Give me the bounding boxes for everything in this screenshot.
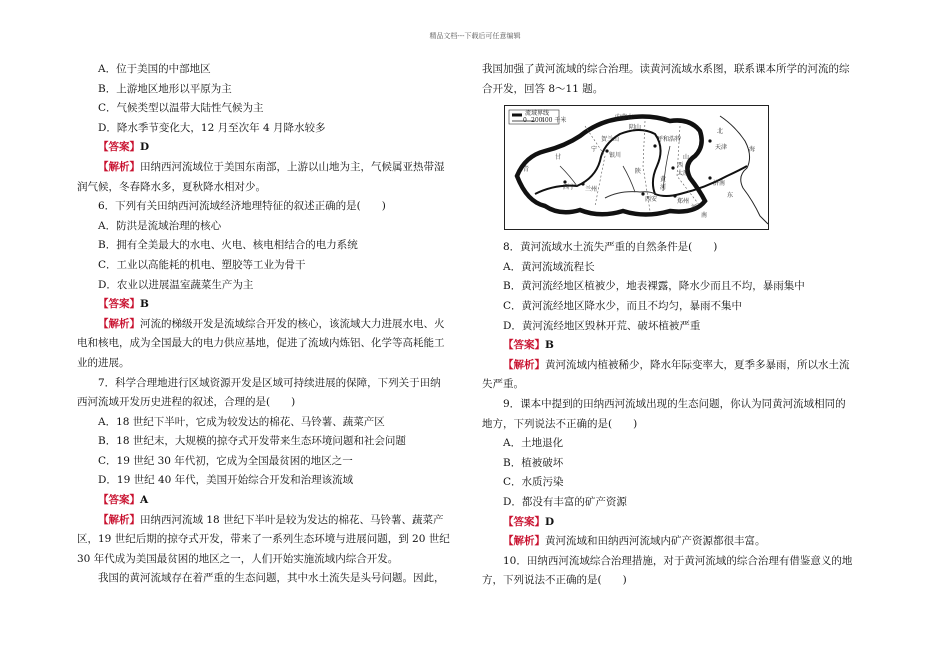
answer-value: B: [545, 339, 554, 352]
option-line: B．上游地区地形以平原为主: [98, 82, 232, 95]
option-line: C．黄河流经地区降水少，而且不均匀，暴雨不集中: [503, 299, 743, 312]
explanation-text: 业的进展。: [77, 356, 130, 369]
option-line: D．农业以进展温室蔬菜生产为主: [98, 278, 254, 291]
map-label-zhengzhou: 郑州: [677, 198, 690, 206]
option-line: C．工业以高能耗的机电、塑胶等工业为骨干: [98, 258, 306, 271]
option-line: C．19 世纪 30 年代初，它成为全国最贫困的地区之一: [98, 454, 353, 467]
map-label-ning: 宁: [591, 146, 598, 154]
option-line: A．位于美国的中部地区: [98, 63, 211, 75]
explanation-line: [77, 354, 472, 374]
explanation-line: [77, 550, 472, 570]
map-label-shan: 山: [683, 154, 690, 162]
map-label-helan-mountain: 贺兰山: [601, 136, 620, 144]
answer-value: D: [545, 515, 555, 528]
explanation-tag: 【解析】: [98, 317, 140, 330]
explanation-line: [77, 315, 472, 335]
explanation-tag: 【解析】: [98, 160, 140, 173]
explanation-text: 润气候，冬春降水多，夏秋降水相对少。: [77, 180, 266, 193]
answer-line: [482, 513, 877, 533]
map-label-he: 河: [691, 204, 698, 212]
option-line: A．黄河流域流程长: [503, 260, 595, 273]
map-label-qing: 青: [523, 166, 530, 174]
option-line: D．都没有丰富的矿产资源: [503, 495, 627, 508]
map-label-xi: 西: [677, 162, 684, 170]
option-line: A．18 世纪下半叶，它成为较发达的棉花、马铃薯、蔬菜产区: [98, 415, 385, 428]
question-line: 6．下列有关田纳西河流域经济地理特征的叙述正确的是( ): [98, 200, 386, 213]
page-header: 精品文档---下载后可任意编辑: [429, 32, 521, 40]
option-line: B．黄河流经地区植被少，地表裸露，降水少而且不均，暴雨集中: [503, 280, 805, 293]
map-scale-0: 0: [523, 117, 527, 125]
explanation-tag: 【解析】: [98, 513, 140, 526]
map-label-nan: 南: [701, 212, 708, 220]
question-line: 西河流域开发历史进程的叙述，合理的是( ): [77, 396, 296, 409]
explanation-text: 河流的梯级开发是流域综合开发的核心，该流域大力进展水电、火: [140, 317, 445, 330]
map-scale-200: 200: [531, 117, 543, 125]
question-line: 方，下列说法不正确的是( ): [482, 574, 627, 587]
explanation-line: [77, 530, 472, 550]
map-scale-400: 400 千米: [541, 117, 567, 125]
explanation-text: 田纳西河流域 18 世纪下半叶是较为发达的棉花、马铃薯、蔬菜产: [140, 513, 444, 526]
map-label-shaan: 陕: [635, 168, 642, 176]
map-label-yin-mountain: 阴山: [629, 124, 642, 132]
answer-line: [77, 138, 472, 158]
map-label-xining: 西宁: [563, 184, 576, 192]
explanation-line: [77, 334, 472, 354]
explanation-text: 电和核电，成为全国最大的电力供应基地，促进了流域内炼铝、化学等高耗能工: [77, 337, 445, 350]
map-label-gan: 甘: [555, 154, 562, 162]
answer-line: [77, 491, 472, 511]
question-line: 7．科学合理地进行区域资源开发是区域可持续进展的保障，下列关于田纳: [98, 376, 441, 389]
map-label-bei: 北: [717, 128, 724, 136]
right-column-body: [482, 238, 877, 591]
option-line: B．植被破坏: [503, 456, 564, 469]
answer-tag: 【答案】: [503, 339, 545, 352]
map-label-huang: 黄: [660, 176, 667, 184]
explanation-tag: 【解析】: [503, 535, 545, 548]
explanation-text: 30 年代成为美国最贫困的地区之一，人们开始实施流域内综合开发。: [77, 552, 399, 565]
left-column: [77, 60, 472, 589]
map-label-jinan: 济南: [713, 180, 726, 188]
question-line: 10．田纳西河流域综合治理措施，对于黄河流域的综合治理有借鉴意义的地: [503, 554, 853, 567]
yellow-river-map: [504, 105, 769, 230]
answer-tag: 【答案】: [503, 515, 545, 528]
explanation-tag: 【解析】: [503, 358, 545, 371]
option-line: D．黄河流经地区毁林开荒、破坏植被严重: [503, 319, 701, 332]
explanation-text: 田纳西河流域位于美国东南部，上游以山地为主，气候属亚热带湿: [140, 160, 445, 173]
answer-tag: 【答案】: [98, 494, 140, 507]
option-line: B．拥有全美最大的水电、火电、核电相结合的电力系统: [98, 239, 358, 252]
map-label-inner-mongolia: 内蒙古: [615, 114, 634, 122]
option-line: C．气候类型以温带大陆性气候为主: [98, 102, 264, 115]
map-label-lanzhou: 兰州: [585, 186, 598, 194]
explanation-line: [482, 375, 877, 395]
explanation-line: [482, 532, 877, 552]
intro-line-1: 我国加强了黄河流域的综合治理。读黄河流域水系图，联系课本所学的河流的综: [482, 63, 850, 75]
option-line: A．防洪是流域治理的核心: [98, 219, 222, 232]
answer-tag: 【答案】: [98, 141, 140, 154]
explanation-text: 区，19 世纪后期的掠夺式开发，带来了一系列生态环境与进展问题，到 20 世纪: [77, 533, 450, 546]
right-column: [482, 60, 877, 591]
map-legend-label: 流域界线: [525, 110, 550, 118]
map-label-river: 河: [660, 184, 667, 192]
explanation-line: [77, 511, 472, 531]
question-line: 我国的黄河流域存在着严重的生态问题，其中水土流失是头号问题。因此，: [98, 572, 445, 585]
answer-value: B: [140, 298, 149, 311]
option-line: B．18 世纪末，大规模的掠夺式开发带来生态环境问题和社会问题: [98, 435, 406, 448]
map-label-dong: 东: [727, 192, 734, 200]
explanation-line: [77, 178, 472, 198]
explanation-text: 失严重。: [482, 378, 524, 391]
map-label-hai: 海: [749, 146, 756, 154]
map-label-xian: 西安: [645, 196, 658, 204]
question-line: 8．黄河流域水土流失严重的自然条件是( ): [503, 241, 718, 254]
map-label-taiyuan: 太原: [677, 170, 690, 178]
intro-line-2: 合开发，回答 8～11 题。: [482, 82, 604, 95]
option-line: A．土地退化: [503, 437, 564, 450]
explanation-line: [77, 158, 472, 178]
answer-value: D: [140, 141, 150, 154]
question-line: 地方，下列说法不正确的是( ): [482, 417, 638, 430]
option-line: D．降水季节变化大，12 月至次年 4 月降水较多: [98, 121, 326, 134]
option-line: D．19 世纪 40 年代，美国开始综合开发和治理该流域: [98, 474, 354, 487]
option-line: C．水质污染: [503, 476, 564, 489]
map-label-yinchuan: 银川: [609, 152, 622, 160]
explanation-line: [482, 356, 877, 376]
answer-line: [77, 295, 472, 315]
explanation-text: 黄河流域和田纳西河流域内矿产资源都很丰富。: [545, 535, 766, 548]
explanation-text: 黄河流域内植被稀少，降水年际变率大，夏季多暴雨，所以水土流: [545, 358, 850, 371]
question-line: 9．课本中提到的田纳西河流域出现的生态问题，你认为同黄河流域相同的: [503, 397, 846, 410]
answer-tag: 【答案】: [98, 298, 140, 311]
map-label-tianjin: 天津: [715, 144, 728, 152]
answer-value: A: [140, 494, 149, 507]
answer-line: [482, 336, 877, 356]
map-label-hohhot: 呼和浩特: [657, 136, 682, 144]
